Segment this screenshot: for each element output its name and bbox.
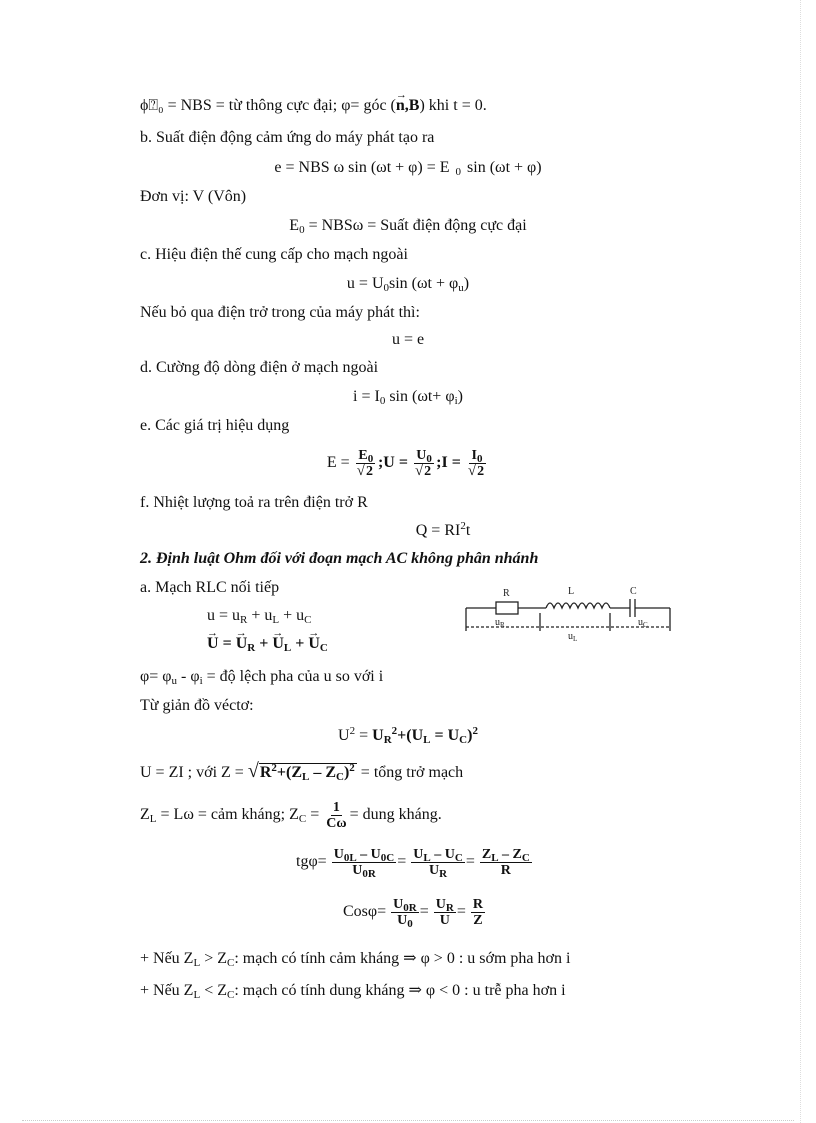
- text: U: [272, 635, 284, 652]
- u-equals-e: u = e: [391, 331, 425, 348]
- text: =: [419, 903, 429, 920]
- text: u: [638, 617, 643, 628]
- sup: 2: [472, 725, 478, 737]
- resistor: [496, 602, 518, 614]
- inductor: [546, 603, 610, 608]
- text: = NBSω = Suất điện động cực đại: [304, 217, 527, 234]
- text: – U: [356, 846, 381, 862]
- sub: L: [491, 851, 499, 864]
- text: tgφ=: [296, 853, 327, 870]
- sub: C: [319, 642, 328, 654]
- fraction-E: [355, 448, 377, 479]
- text: Q = RI: [415, 522, 461, 539]
- text: φ= φ: [140, 668, 172, 685]
- note-capacitive: [140, 981, 566, 1001]
- sub: L: [193, 957, 201, 969]
- text: – U: [430, 846, 455, 862]
- text: +(Z: [276, 764, 302, 781]
- phase-diff-line: [140, 667, 383, 687]
- text: ): [463, 275, 470, 292]
- text: sin (ωt+ φ: [385, 388, 455, 405]
- tan-phi-formula: [296, 840, 533, 884]
- text: t: [465, 522, 471, 539]
- label-L: L: [568, 586, 575, 597]
- fraction-3: [471, 897, 485, 928]
- text: 2: [477, 463, 485, 479]
- fraction-2: [434, 897, 456, 928]
- sub: C: [454, 851, 463, 864]
- text: U: [308, 635, 320, 652]
- text: sin (ωt + φ): [467, 159, 542, 176]
- sub: R: [383, 734, 392, 746]
- rlc-heading: a. Mạch RLC nối tiếp: [140, 579, 280, 596]
- text: + u: [247, 607, 273, 624]
- label-C: C: [630, 586, 637, 597]
- text: U: [338, 727, 350, 744]
- denominator: [413, 464, 435, 479]
- numerator: [332, 847, 397, 863]
- fraction-U: [413, 448, 435, 479]
- text: E: [358, 447, 368, 463]
- sub: L: [423, 734, 431, 746]
- label-R: R: [503, 588, 510, 599]
- sub: 0: [299, 224, 305, 236]
- text: ϕ⍰₀ = NBS = từ thông cực đại; φ= góc (: [140, 97, 396, 114]
- numerator: [414, 448, 434, 464]
- sup: 2: [391, 725, 398, 737]
- text: i = I: [353, 388, 380, 405]
- text: – Z: [498, 846, 522, 862]
- text: U: [235, 635, 248, 652]
- sup: 2: [349, 725, 356, 737]
- cos-phi-formula: [343, 890, 486, 934]
- text: + Nếu Z: [140, 982, 194, 999]
- text: U: [393, 896, 404, 912]
- emf-formula: [0, 158, 816, 178]
- denominator: [355, 464, 377, 479]
- note-inductive: [140, 949, 570, 969]
- fraction-1: [391, 897, 419, 928]
- text: 2: [365, 463, 373, 479]
- sub: C: [304, 614, 312, 626]
- sub: R: [445, 901, 454, 914]
- denominator: Cω: [326, 815, 347, 831]
- text: < Z: [200, 982, 227, 999]
- section-b-heading: b. Suất điện động cảm ứng do máy phát tạo ra: [140, 129, 435, 146]
- sub: u: [171, 675, 177, 687]
- fraction-I: [466, 448, 488, 479]
- text: R: [259, 764, 272, 781]
- sub: L: [302, 771, 310, 783]
- page-right-border: [800, 0, 801, 1123]
- text: sin (ωt + φ: [389, 275, 459, 292]
- label-uR: [495, 617, 505, 629]
- sqrt-sign: √: [467, 462, 477, 479]
- text: u = U: [346, 275, 384, 292]
- text: : mạch có tính cảm kháng ⇒ φ > 0 : u sớm pha hơn i: [234, 950, 571, 967]
- text: +(U: [397, 727, 424, 744]
- rms-formula: [0, 443, 816, 487]
- text: =: [456, 903, 466, 920]
- text: Cosφ=: [343, 903, 387, 920]
- text: 2: [424, 463, 432, 479]
- sqrt-sign: √: [356, 462, 365, 479]
- vector-UL: [272, 634, 291, 654]
- fraction-2: [411, 847, 465, 878]
- sub: 0: [476, 452, 483, 465]
- sub: 0: [379, 395, 386, 407]
- sub: C: [459, 734, 468, 746]
- text: = tổng trở mạch: [356, 764, 464, 781]
- text: U: [413, 846, 424, 862]
- sub: 0R: [362, 867, 376, 880]
- sub: L: [283, 642, 292, 654]
- fraction-1: [332, 847, 397, 878]
- sup: 2: [271, 762, 277, 774]
- numerator: [411, 847, 465, 863]
- sub: 0R: [403, 901, 417, 914]
- reactance-line: [140, 795, 442, 835]
- denominator: [350, 863, 378, 878]
- section-c-heading: c. Hiệu điện thế cung cấp cho mạch ngoài: [140, 246, 408, 263]
- line-flux-max: [140, 96, 487, 116]
- text: ): [343, 764, 350, 781]
- text: U: [397, 912, 408, 928]
- sub: L: [573, 635, 578, 643]
- text: ;I =: [436, 454, 461, 471]
- heat-formula: [0, 521, 816, 541]
- impedance-line: [140, 761, 463, 783]
- text: - φ: [177, 668, 200, 685]
- note-line: Nếu bỏ qua điện trở trong của máy phát thì:: [140, 304, 420, 321]
- text: =: [397, 853, 407, 870]
- section-e-heading: e. Các giá trị hiệu dụng: [140, 417, 290, 434]
- text: u = u: [207, 607, 241, 624]
- text: + Nếu Z: [140, 950, 194, 967]
- sub: i: [454, 395, 458, 407]
- text: : mạch có tính dung kháng ⇒ φ < 0 : u trễ pha hơn i: [234, 982, 566, 999]
- vector-sum: [207, 634, 328, 654]
- fraction-3: [480, 847, 532, 878]
- u-squared-formula: [0, 726, 816, 746]
- sub: 0L: [343, 851, 357, 864]
- numerator: [469, 448, 484, 464]
- sub: R: [247, 642, 256, 654]
- text: U: [352, 862, 363, 878]
- text: ): [467, 727, 473, 744]
- text: =: [355, 727, 373, 744]
- text: = độ lệch pha của u so với i: [202, 668, 384, 685]
- sub: C: [521, 851, 530, 864]
- denominator: Z: [473, 912, 483, 928]
- page-bottom-border: [22, 1120, 794, 1121]
- text: u: [568, 631, 573, 642]
- text: U: [435, 896, 446, 912]
- sqrt-content: [259, 763, 357, 781]
- numerator: [391, 897, 419, 913]
- text: U: [333, 846, 344, 862]
- sub: C: [336, 771, 344, 783]
- sub: R: [500, 621, 505, 629]
- sub: u: [458, 282, 464, 294]
- text: Z: [481, 846, 492, 862]
- text: ;U =: [377, 454, 408, 471]
- phasor-heading: Từ giản đồ véctơ:: [140, 697, 254, 714]
- text: = Lω = cảm kháng; Z: [156, 806, 299, 823]
- text: =: [306, 806, 320, 823]
- sub: C: [226, 957, 235, 969]
- text: U: [429, 862, 440, 878]
- text: =: [465, 853, 475, 870]
- angle-vectors: → n,B: [396, 96, 420, 116]
- label-uL: [568, 631, 577, 643]
- numerator: [356, 448, 375, 464]
- section-d-heading: d. Cường độ dòng điện ở mạch ngoài: [140, 359, 379, 376]
- sub: 0: [407, 917, 413, 930]
- sqrt-sign: √: [414, 462, 424, 479]
- sub: 0C: [380, 851, 395, 864]
- text: – Z: [309, 764, 337, 781]
- sub: 0: [426, 452, 432, 465]
- sub: i: [199, 675, 203, 687]
- sup: 2: [349, 762, 355, 774]
- denominator: R: [500, 862, 511, 878]
- text: e = NBS ω sin (ωt + φ) = E: [274, 159, 450, 176]
- sub: C: [298, 813, 307, 825]
- current-formula: [0, 387, 816, 407]
- voltage-sum: [207, 606, 312, 626]
- sub: C: [643, 621, 648, 629]
- text: ): [457, 388, 463, 405]
- sub: L: [423, 851, 431, 864]
- sub: C: [226, 989, 235, 1001]
- unit-line: Đơn vị: V (Vôn): [140, 188, 247, 205]
- sub: 0: [455, 166, 462, 178]
- text: +: [255, 635, 273, 652]
- text: = dung kháng.: [349, 806, 442, 823]
- text: = U: [430, 727, 460, 744]
- text: ) khi t = 0.: [419, 97, 487, 114]
- sub: 0: [383, 282, 389, 294]
- emf-max-formula: [0, 216, 816, 236]
- text: +: [291, 635, 309, 652]
- text: U: [372, 727, 384, 744]
- text: Z: [140, 806, 150, 823]
- text: I: [471, 447, 477, 463]
- sub: R: [439, 867, 448, 880]
- sub: L: [272, 614, 280, 626]
- bold-term: [372, 727, 478, 744]
- text: u: [495, 617, 500, 628]
- denominator: [466, 464, 488, 479]
- text: + u: [279, 607, 305, 624]
- text: E: [289, 217, 300, 234]
- section-2-heading: 2. Định luật Ohm đối với đoạn mạch AC không phân nhánh: [140, 550, 539, 567]
- sub: R: [240, 614, 248, 626]
- sup: 2: [460, 520, 466, 532]
- sqrt-sign: √: [247, 760, 259, 782]
- voltage-formula: [0, 274, 816, 294]
- text: > Z: [200, 950, 227, 967]
- denominator: [427, 863, 449, 878]
- numerator: [434, 897, 456, 913]
- sub: L: [193, 989, 201, 1001]
- fraction-1-over-Cw: [324, 800, 348, 831]
- section-f-heading: f. Nhiệt lượng toả ra trên điện trở R: [140, 494, 368, 511]
- text: E =: [326, 454, 350, 471]
- numerator: 1: [332, 799, 340, 815]
- text: U = ZI ; với Z =: [140, 764, 244, 781]
- numerator: [480, 847, 532, 863]
- denominator: U: [439, 912, 450, 928]
- vector-UC: [308, 634, 328, 654]
- sub: L: [149, 813, 157, 825]
- text: U: [416, 447, 427, 463]
- denominator: [395, 913, 415, 928]
- sub: 0: [367, 452, 374, 465]
- numerator: R: [472, 896, 483, 912]
- label-uC: [638, 617, 648, 629]
- vector-UR: [236, 634, 256, 654]
- text: =: [218, 635, 236, 652]
- rlc-circuit-diagram: [458, 583, 680, 643]
- vector-U: → U: [207, 634, 219, 654]
